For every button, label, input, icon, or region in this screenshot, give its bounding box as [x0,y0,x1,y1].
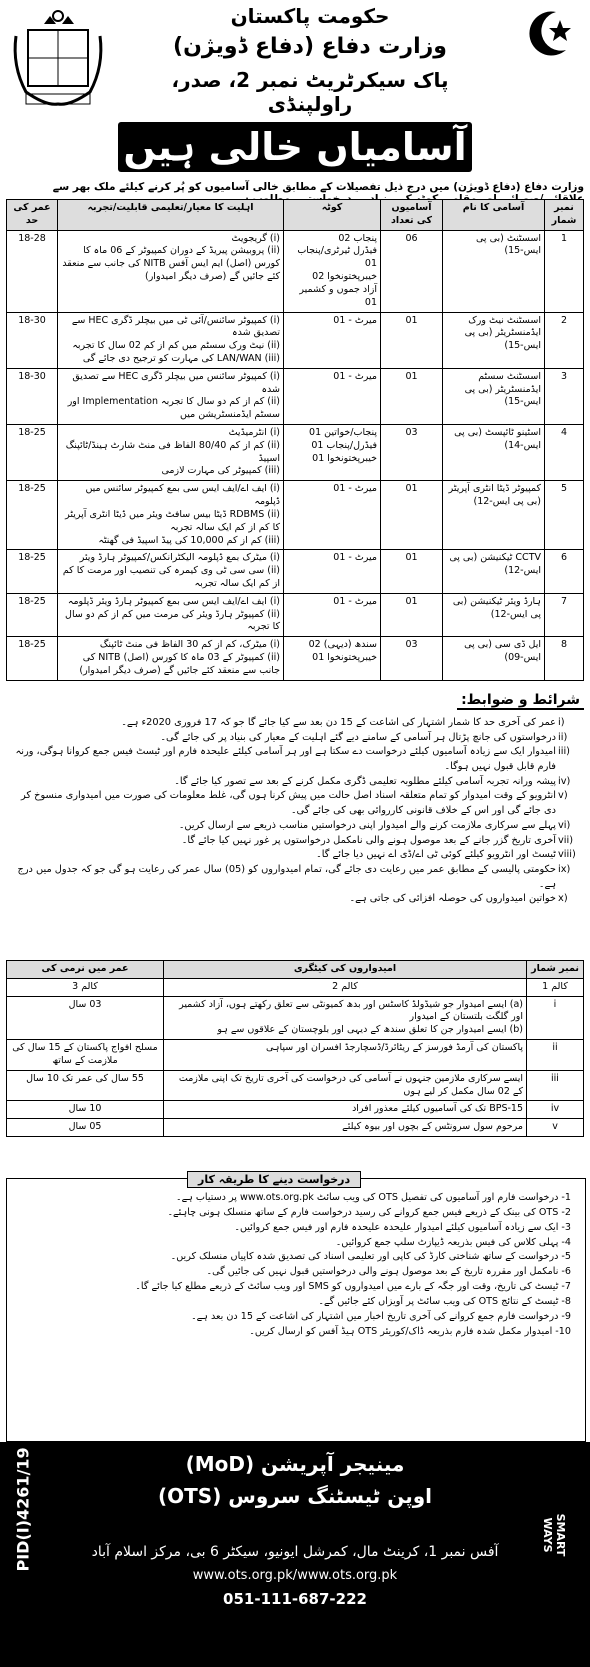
table-row [7,1040,584,1071]
condition-number: (vi [558,819,571,831]
vacancy-table [6,199,584,681]
cell-relaxation: 03 سال [7,996,164,1039]
cell-qualification: (i) انٹرمیڈیٹ (ii) کم از کم 80/40 الفاظ فی منٹ شارٹ ہینڈ/ٹائپنگ اسپیڈ (iii) کمپیوٹر کی مہارت لازمی [58,425,284,481]
cell-qualification: (i) گریجویٹ (ii) پروبیشن پیریڈ کے دوران کمپیوٹر کے 06 ماہ کا کورس (اصل) ایم ایس آفس NITB کی جانب سے منعقد کئے جائیں گے (صرف دیگر امیدوار) [58,230,284,312]
how-to-apply-box [6,1173,586,1442]
cell-age: 18-25 [7,425,58,481]
condition-number: (viii [558,849,576,861]
condition-text: امیدوار ایک سے زیادہ آسامیوں کیلئے درخواست دے سکتا ہے اور ہر آسامی کیلئے علیحدہ فارم اور ٹیسٹ فیس جمع کروانا ہوگی، ورنہ فارم قابل قبول نہیں ہوگا۔ [15,746,556,773]
cell-relaxation: 05 سال [7,1119,164,1137]
cell-no: ii [527,1040,584,1071]
age-relaxation-table [6,960,584,1137]
condition-text: آخری تاریخ گزر جانے کے بعد موصول ہونے والی نامکمل درخواستوں پر غور نہیں کیا جائے گا۔ [181,834,556,846]
condition-item [6,731,584,746]
address-title: پاک سیکرٹریٹ نمبر 2، صدر، راولپنڈی [171,68,449,116]
footer-org: اوپن ٹیسٹنگ سروس (OTS) [158,1484,432,1508]
table-row [7,1119,584,1137]
cell-count: 06 [381,230,443,312]
cell-relaxation: مسلح افواج پاکستان کے 15 سال کی ملازمت کے ساتھ [7,1040,164,1071]
smart-ways-label: SMART WAYS [541,1513,567,1557]
condition-number: (x [558,893,568,905]
cell-age: 18-25 [7,637,58,680]
cell-quota: سندھ (دیہی) 02 خیبرپختونخوا 01 [284,637,381,680]
how-to-apply-item: 9- درخواست فارم جمع کروانے کی آخری تاریخ اخبار میں اشتہار کی اشاعت کے 15 دن بعد ہے۔ [191,1310,571,1322]
col-header-no: نمبر شمار [527,961,584,979]
how-to-apply-item: 3- ایک سے زیادہ آسامیوں کیلئے امیدوار علیحدہ علیحدہ فارم اور فیس جمع کروائیں۔ [234,1221,571,1233]
ministry-title: وزارت دفاع (دفاع ڈویژن) [173,34,447,59]
table-row [7,230,584,312]
cell-qualification: (i) کمپیوٹر سائنس میں بیچلر ڈگری HEC سے تصدیق شدہ (ii) کم از کم دو سال کا تجربہ Implementation اور سسٹم ایڈمنسٹریشن میں [58,368,284,424]
table-row [7,637,584,680]
col-header-post: آسامی کا نام [443,200,545,231]
pid-number: PID(I)4261/19 [13,1447,33,1572]
footer-website[interactable]: www.ots.org.pk/www.ots.org.pk [192,1568,398,1583]
condition-item [6,834,584,849]
how-to-apply-title: درخواست دینے کا طریقہ کار [187,1171,361,1188]
cell-qualification: (i) میٹرک بمع ڈپلومہ الیکٹرانکس/کمپیوٹر ہارڈ ویئر (ii) سی سی ٹی وی کیمرہ کی تنصیب اور مرمت کا کم از کم ایک سالہ تجربہ [58,550,284,593]
condition-item [6,775,584,790]
condition-item [6,716,584,731]
cell-qualification: (i) کمپیوٹر سائنس/آئی ٹی میں بیچلر ڈگری HEC سے تصدیق شدہ (ii) نیٹ ورک سسٹم میں کم از کم 02 سال کا تجربہ (iii) LAN/WAN کی مہارت کو ترجیح دی جائے گی [58,312,284,368]
cell-count: 01 [381,481,443,550]
condition-item [6,892,584,907]
table-row [7,996,584,1039]
cell-category: پاکستان کی آرمڈ فورسز کے ریٹائرڈ/ڈسچارجڈ افسران اور سپاہی [164,1040,527,1071]
cell-qualification: (i) میٹرک، کم از کم 30 الفاظ فی منٹ ٹائپنگ (ii) کمپیوٹر کے 03 ماہ کا کورس (اصل) NITB کی جانب سے منعقد کئے جائیں گے (صرف دیگر امیدوار) [58,637,284,680]
cell-no: iv [527,1101,584,1119]
how-to-apply-item: 5- درخواست کے ساتھ شناختی کارڈ کی کاپی اور تعلیمی اسناد کی تصدیق شدہ کاپیاں منسلک کریں۔ [170,1251,571,1263]
cell-post: اسسٹنٹ سسٹم ایڈمنسٹریٹر (بی پی ایس-15) [443,368,545,424]
cell-post: اسسٹنٹ نیٹ ورک ایڈمنسٹریٹر (بی پی ایس-15) [443,312,545,368]
cell-age: 18-30 [7,368,58,424]
cell-no: 6 [545,550,584,593]
conditions-title: شرائط و ضوابط: [457,692,584,710]
cell-qualification: (i) ایف اے/ایف ایس سی بمع کمپیوٹر ہارڈ ویئر ڈپلومہ (ii) کمپیوٹر ہارڈ ویئر کی مرمت میں کم از کم دو سال کا تجربہ [58,593,284,636]
condition-number: (iii [558,746,570,758]
col-header-no: نمبر شمار [545,200,584,231]
table-row [7,1070,584,1101]
cell-count: 01 [381,550,443,593]
intro-text: وزارت دفاع (دفاع ڈویژن) میں درج ذیل تفصیلات کے مطابق خالی آسامیوں کو پُر کرنے کیلئے ملک بھر سے [52,181,584,193]
condition-text: درخواستوں کی جانچ پڑتال ہر آسامی کے سامنے دیے گئے اہلیت کے معیار کی بنیاد پر کی جائے گی۔ [160,731,556,743]
condition-item [6,848,584,863]
cell-count: 03 [381,637,443,680]
condition-item [6,745,584,774]
table-row [7,1101,584,1119]
cell-no: 5 [545,481,584,550]
cell-no: 4 [545,425,584,481]
table-row [7,593,584,636]
cell-post: کمپیوٹر ڈیٹا انٹری آپریٹر (بی پی ایس-12) [443,481,545,550]
cell-count: 03 [381,425,443,481]
cell-quota: پنجاب 02 فیڈرل ٹیرٹری/پنجاب 01 خیبرپختونخوا 02 آزاد جموں و کشمیر 01 [284,230,381,312]
sub-header: کالم 2 [164,978,527,996]
cell-no: 1 [545,230,584,312]
how-to-apply-item: 1- درخواست فارم اور آسامیوں کی تفصیل OTS کی ویب سائٹ www.ots.org.pk پر دستیاب ہے۔ [175,1192,571,1203]
sub-header: کالم 3 [7,978,164,996]
footer-title: مینیجر آپریشن (MoD) [185,1452,405,1476]
how-to-apply-item: 10- امیدوار مکمل شدہ فارم بذریعہ ڈاک/کوریئر OTS ہیڈ آفس کو ارسال کریں۔ [249,1325,571,1337]
condition-text: انٹرویو کے وقت امیدوار کو تمام متعلقہ اسناد اصل حالت میں پیش کرنا ہوں گی، غلط معلومات کی صورت میں امیدواری منسوخ کر دی جائے گی اور اس کے خلاف قانونی کارروائی بھی کی جائے گی۔ [20,790,556,817]
how-to-apply-item: 6- نامکمل اور مقررہ تاریخ کے بعد موصول ہونے والی درخواستیں قبول نہیں کی جائیں گی۔ [206,1266,571,1278]
cell-age: 18-25 [7,481,58,550]
condition-number: (iv [558,775,571,787]
state-emblem-icon [6,6,111,116]
condition-item [6,819,584,834]
cell-category: ایسے سرکاری ملازمین جنہوں نے آسامی کی درخواست کی آخری تاریخ تک اپنی ملازمت کے 02 سال مکمل کر لیے ہوں [164,1070,527,1101]
condition-number: (ix [558,863,571,875]
cell-post: ہارڈ ویئر ٹیکنیشن (بی پی ایس-12) [443,593,545,636]
col-header-relaxation: عمر میں نرمی کی [7,961,164,979]
footer-address: آفس نمبر 1، کرینٹ مال، کمرشل ایونیو، سیکٹر 6 بی، مرکز اسلام آباد [91,1544,499,1560]
table-row [7,481,584,550]
cell-quota: پنجاب/خواتین 01 فیڈرل/پنجاب 01 خیبرپختونخوا 01 [284,425,381,481]
condition-text: خواتین امیدواروں کی حوصلہ افزائی کی جاتی ہے۔ [349,893,556,905]
col-header-count: آسامیوں کی تعداد [381,200,443,231]
conditions-list [6,716,584,907]
how-to-apply-item: 2- OTS کی بینک کے ذریعے فیس جمع کروانے کی رسید درخواست فارم کے ساتھ منسلک ہونی چاہئے۔ [167,1206,571,1218]
col-header-quota: کوٹہ [284,200,381,231]
col-header-category: امیدواروں کی کیٹگری [164,961,527,979]
col-header-qualification: اہلیت کا معیار/تعلیمی قابلیت/تجربہ [58,200,284,231]
cell-quota: میرٹ - 01 [284,481,381,550]
cell-quota: میرٹ - 01 [284,593,381,636]
cell-no: iii [527,1070,584,1101]
condition-item [6,863,584,892]
cell-count: 01 [381,312,443,368]
cell-post: اسٹینو ٹائپسٹ (بی پی ایس-14) [443,425,545,481]
cell-quota: میرٹ - 01 [284,550,381,593]
condition-number: (ii [558,731,568,743]
cell-quota: میرٹ - 01 [284,312,381,368]
condition-text: پیشہ ورانہ تجربہ آسامی کیلئے مطلوبہ تعلیمی ڈگری مکمل کرنے کے بعد سے تصور کیا جائے گا۔ [174,775,556,787]
condition-text: عمر کی آخری حد کا شمار اشتہار کی اشاعت کے 15 دن بعد سے کیا جائے گا جو کہ 17 فروری 2020ء ہے۔ [121,717,556,728]
cell-no: 2 [545,312,584,368]
condition-text: پہلے سے سرکاری ملازمت کرنے والے امیدوار اپنی درخواستیں مناسب ذریعے سے ارسال کریں۔ [178,819,556,831]
how-to-apply-item: 7- ٹیسٹ کی تاریخ، وقت اور جگہ کے بارے میں امیدواروں کو SMS اور ویب سائٹ کے ذریعے مطلع کیا جائے گا۔ [135,1281,571,1293]
cell-age: 18-30 [7,312,58,368]
cell-age: 18-28 [7,230,58,312]
cell-no: 8 [545,637,584,680]
header [0,0,590,116]
sub-header: کالم 1 [527,978,584,996]
cell-count: 01 [381,368,443,424]
cell-no: v [527,1119,584,1137]
condition-item [6,789,584,818]
cell-category: مرحوم سول سرونٹس کے بچوں اور بیوہ کیلئے [164,1119,527,1137]
cell-post: اسسٹنٹ (بی پی ایس-15) [443,230,545,312]
cell-relaxation: 10 سال [7,1101,164,1119]
how-to-apply-item: 4- پہلی کلاس کی فیس بذریعہ ڈیپازٹ سلپ جمع کروائیں۔ [335,1236,571,1248]
footer-phone: 051-111-687-222 [223,1590,367,1608]
cell-post: CCTV ٹیکنیشن (بی پی ایس-12) [443,550,545,593]
col-header-age: عمر کی حد [7,200,58,231]
footer [0,1442,590,1667]
cell-age: 18-25 [7,550,58,593]
cell-age: 18-25 [7,593,58,636]
table-row [7,425,584,481]
how-to-apply-item: 8- ٹیسٹ کے نتائج OTS کی ویب سائٹ پر آویزاں کئے جائیں گے۔ [318,1296,571,1308]
table-row [7,312,584,368]
condition-number: (v [558,790,568,802]
cell-no: 7 [545,593,584,636]
condition-text: ٹیسٹ اور انٹرویو کیلئے کوئی ٹی اے/ڈی اے نہیں دیا جائے گا۔ [316,849,556,861]
govt-title: حکومت پاکستان [230,4,390,28]
table-row [7,550,584,593]
cell-category: (a) ایسے امیدوار جو شیڈولڈ کاسٹس اور بدھ کمیونٹی سے تعلق رکھتے ہوں، آزاد کشمیر اور گلگت بلتستان کے امیدوار (b) ایسے امیدوار جن کا تعلق سندھ کے دیہی اور بلوچستان کے علاقوں سے ہو [164,996,527,1039]
condition-number: (vii [558,834,574,846]
vacancies-banner: آسامیاں خالی ہیں [118,122,472,172]
cell-no: 3 [545,368,584,424]
cell-no: i [527,996,584,1039]
table-row [7,368,584,424]
condition-number: (i [558,717,565,728]
flag-icon [508,6,578,66]
cell-category: BPS-15 تک کی آسامیوں کیلئے معذور افراد [164,1101,527,1119]
cell-quota: میرٹ - 01 [284,368,381,424]
cell-post: ایل ڈی سی (بی پی ایس-09) [443,637,545,680]
cell-count: 01 [381,593,443,636]
how-to-apply-list [7,1191,577,1340]
cell-relaxation: 55 سال کی عمر تک 10 سال [7,1070,164,1101]
cell-qualification: (i) ایف اے/ایف ایس سی بمع کمپیوٹر سائنس میں ڈپلومہ (ii) RDBMS ڈیٹا بیس سافٹ ویئر میں ڈیٹا انٹری آپریٹر کا کم از کم ایک سالہ تجربہ (iii) کم از کم 10,000 کی پیڈ اسپیڈ فی گھنٹہ [58,481,284,550]
condition-text: حکومتی پالیسی کے مطابق عمر میں رعایت دی جائے گی، تمام امیدواروں کو (05) سال عمر کی رعایت ہو گی جو کہ جدول میں درج ہے۔ [17,863,556,890]
